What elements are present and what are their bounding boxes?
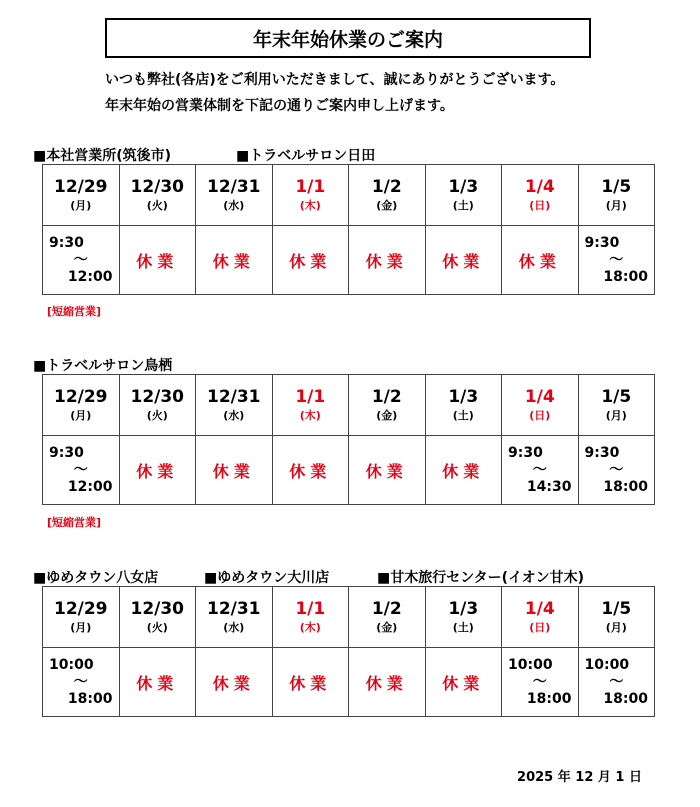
hours-cell (43, 648, 120, 717)
business-hours (502, 657, 578, 708)
weekday-label: (日) (529, 409, 551, 422)
hours-cell (119, 226, 196, 295)
weekday-label: (金) (376, 621, 398, 634)
weekday-label: (月) (70, 409, 92, 422)
weekday-label: (木) (299, 409, 321, 422)
open-time: 10:00 (584, 656, 630, 673)
date-number: 1/4 (524, 387, 555, 407)
hours-cell (119, 436, 196, 505)
date-number: 1/2 (371, 177, 402, 197)
date-cell (349, 587, 426, 648)
date-number: 12/30 (130, 599, 185, 619)
weekday-label: (火) (146, 621, 168, 634)
date-cell (502, 375, 579, 436)
business-hours (579, 657, 655, 708)
closed-label: 休業 (136, 673, 179, 693)
notice-title-box (105, 18, 591, 58)
hours-cell (578, 436, 655, 505)
date-number: 1/1 (295, 599, 326, 619)
section-3-label-2: ■ゆめタウン大川店 (204, 570, 330, 586)
closed-label: 休業 (442, 251, 485, 271)
date-number: 12/31 (206, 387, 261, 407)
date-cell (43, 165, 120, 226)
weekday-label: (月) (605, 409, 627, 422)
weekday-label: (日) (529, 199, 551, 212)
section-1-label-2: ■トラベルサロン日田 (236, 148, 376, 164)
business-hours (579, 445, 655, 496)
tilde-separator: 〜 (73, 461, 88, 478)
date-cell (119, 587, 196, 648)
hours-row (43, 436, 655, 505)
date-number: 12/29 (53, 387, 108, 407)
date-cell (502, 587, 579, 648)
date-number: 1/3 (448, 387, 479, 407)
open-time: 9:30 (508, 444, 543, 461)
close-time: 12:00 (67, 478, 113, 495)
date-number: 1/5 (601, 387, 632, 407)
date-cell (43, 375, 120, 436)
date-cell (425, 165, 502, 226)
business-hours (502, 445, 578, 496)
weekday-label: (月) (605, 621, 627, 634)
weekday-label: (土) (452, 409, 474, 422)
business-hours (43, 445, 119, 496)
closed-label: 休業 (212, 251, 255, 271)
hours-cell (196, 648, 273, 717)
weekday-label: (木) (299, 621, 321, 634)
date-cell (349, 165, 426, 226)
section-2-note: [短縮営業] (47, 516, 102, 529)
hours-cell (119, 648, 196, 717)
date-number: 12/31 (206, 177, 261, 197)
closed-label: 休業 (289, 673, 332, 693)
close-time: 18:00 (603, 690, 648, 707)
weekday-label: (月) (70, 199, 92, 212)
tilde-separator: 〜 (609, 461, 624, 478)
close-time: 18:00 (603, 478, 648, 495)
hours-row (43, 226, 655, 295)
date-number: 1/3 (448, 599, 479, 619)
tilde-separator: 〜 (73, 251, 88, 268)
section-3-label-1: ■ゆめタウン八女店 (33, 570, 159, 586)
weekday-label: (土) (452, 621, 474, 634)
hours-cell (349, 436, 426, 505)
open-time: 9:30 (49, 234, 84, 251)
issue-date: 2025 年 12 月 1 日 (517, 770, 642, 785)
schedule-table-2 (42, 374, 655, 505)
open-time: 9:30 (584, 234, 620, 251)
date-number: 1/4 (524, 599, 555, 619)
closed-label: 休業 (289, 251, 332, 271)
tilde-separator: 〜 (73, 673, 88, 690)
weekday-label: (月) (605, 199, 627, 212)
date-cell (43, 587, 120, 648)
weekday-label: (月) (70, 621, 92, 634)
date-cell (502, 165, 579, 226)
hours-cell (425, 226, 502, 295)
business-hours (579, 235, 655, 286)
hours-cell (349, 648, 426, 717)
open-time: 9:30 (49, 444, 84, 461)
date-row (43, 165, 655, 226)
hours-cell (196, 436, 273, 505)
tilde-separator: 〜 (532, 673, 547, 690)
close-time: 18:00 (67, 690, 113, 707)
date-number: 1/1 (295, 387, 326, 407)
schedule-table-3 (42, 586, 655, 717)
weekday-label: (金) (376, 199, 398, 212)
open-time: 10:00 (508, 656, 553, 673)
weekday-label: (水) (223, 199, 245, 212)
date-row (43, 375, 655, 436)
hours-cell (578, 226, 655, 295)
date-cell (196, 587, 273, 648)
date-number: 1/3 (448, 177, 479, 197)
weekday-label: (火) (146, 409, 168, 422)
date-number: 1/2 (371, 599, 402, 619)
date-number: 1/1 (295, 177, 326, 197)
business-hours (43, 657, 119, 708)
hours-cell (43, 226, 120, 295)
date-number: 12/31 (206, 599, 261, 619)
date-cell (578, 375, 655, 436)
section-1-label-1: ■本社営業所(筑後市) (33, 148, 172, 164)
date-cell (196, 375, 273, 436)
close-time: 12:00 (67, 268, 113, 285)
close-time: 18:00 (526, 690, 572, 707)
weekday-label: (水) (223, 409, 245, 422)
date-number: 1/2 (371, 387, 402, 407)
tilde-separator: 〜 (609, 251, 624, 268)
closed-label: 休業 (212, 461, 255, 481)
closed-label: 休業 (136, 251, 179, 271)
weekday-label: (土) (452, 199, 474, 212)
date-cell (349, 375, 426, 436)
date-row (43, 587, 655, 648)
open-time: 10:00 (49, 656, 94, 673)
hours-cell (425, 648, 502, 717)
hours-cell (502, 436, 579, 505)
notice-title: 年末年始休業のご案内 (252, 28, 443, 51)
hours-cell (196, 226, 273, 295)
closed-label: 休業 (212, 673, 255, 693)
weekday-label: (水) (223, 621, 245, 634)
closed-label: 休業 (442, 461, 485, 481)
date-number: 1/5 (601, 599, 632, 619)
section-1-note: [短縮営業] (47, 305, 102, 318)
intro-line-2: 年末年始の営業体制を下記の通りご案内申し上げます。 (105, 98, 454, 114)
date-cell (272, 375, 349, 436)
business-hours (43, 235, 119, 286)
date-cell (578, 165, 655, 226)
closed-label: 休業 (442, 673, 485, 693)
date-number: 12/30 (130, 387, 185, 407)
date-cell (272, 587, 349, 648)
closed-label: 休業 (365, 251, 408, 271)
date-cell (196, 165, 273, 226)
hours-row (43, 648, 655, 717)
closed-label: 休業 (518, 251, 561, 271)
weekday-label: (日) (529, 621, 551, 634)
date-cell (119, 165, 196, 226)
date-number: 12/29 (53, 599, 108, 619)
date-cell (272, 165, 349, 226)
tilde-separator: 〜 (532, 461, 547, 478)
hours-cell (272, 226, 349, 295)
weekday-label: (火) (146, 199, 168, 212)
hours-cell (425, 436, 502, 505)
weekday-label: (木) (299, 199, 321, 212)
hours-cell (349, 226, 426, 295)
hours-cell (502, 648, 579, 717)
date-cell (119, 375, 196, 436)
date-cell (578, 587, 655, 648)
date-cell (425, 587, 502, 648)
date-number: 12/29 (53, 177, 108, 197)
hours-cell (272, 648, 349, 717)
weekday-label: (金) (376, 409, 398, 422)
date-number: 12/30 (130, 177, 185, 197)
hours-cell (272, 436, 349, 505)
intro-line-1: いつも弊社(各店)をご利用いただきまして、誠にありがとうございます。 (105, 72, 565, 88)
closed-label: 休業 (136, 461, 179, 481)
hours-cell (43, 436, 120, 505)
schedule-table-1 (42, 164, 655, 295)
section-3-label-3: ■甘木旅行センター(イオン甘木) (377, 570, 585, 586)
closed-label: 休業 (365, 461, 408, 481)
section-2-label-1: ■トラベルサロン鳥栖 (33, 358, 173, 374)
hours-cell (578, 648, 655, 717)
closed-label: 休業 (365, 673, 408, 693)
tilde-separator: 〜 (609, 673, 624, 690)
closed-label: 休業 (289, 461, 332, 481)
close-time: 14:30 (526, 478, 572, 495)
date-number: 1/4 (524, 177, 555, 197)
date-cell (425, 375, 502, 436)
close-time: 18:00 (603, 268, 648, 285)
hours-cell (502, 226, 579, 295)
date-number: 1/5 (601, 177, 632, 197)
open-time: 9:30 (584, 444, 620, 461)
